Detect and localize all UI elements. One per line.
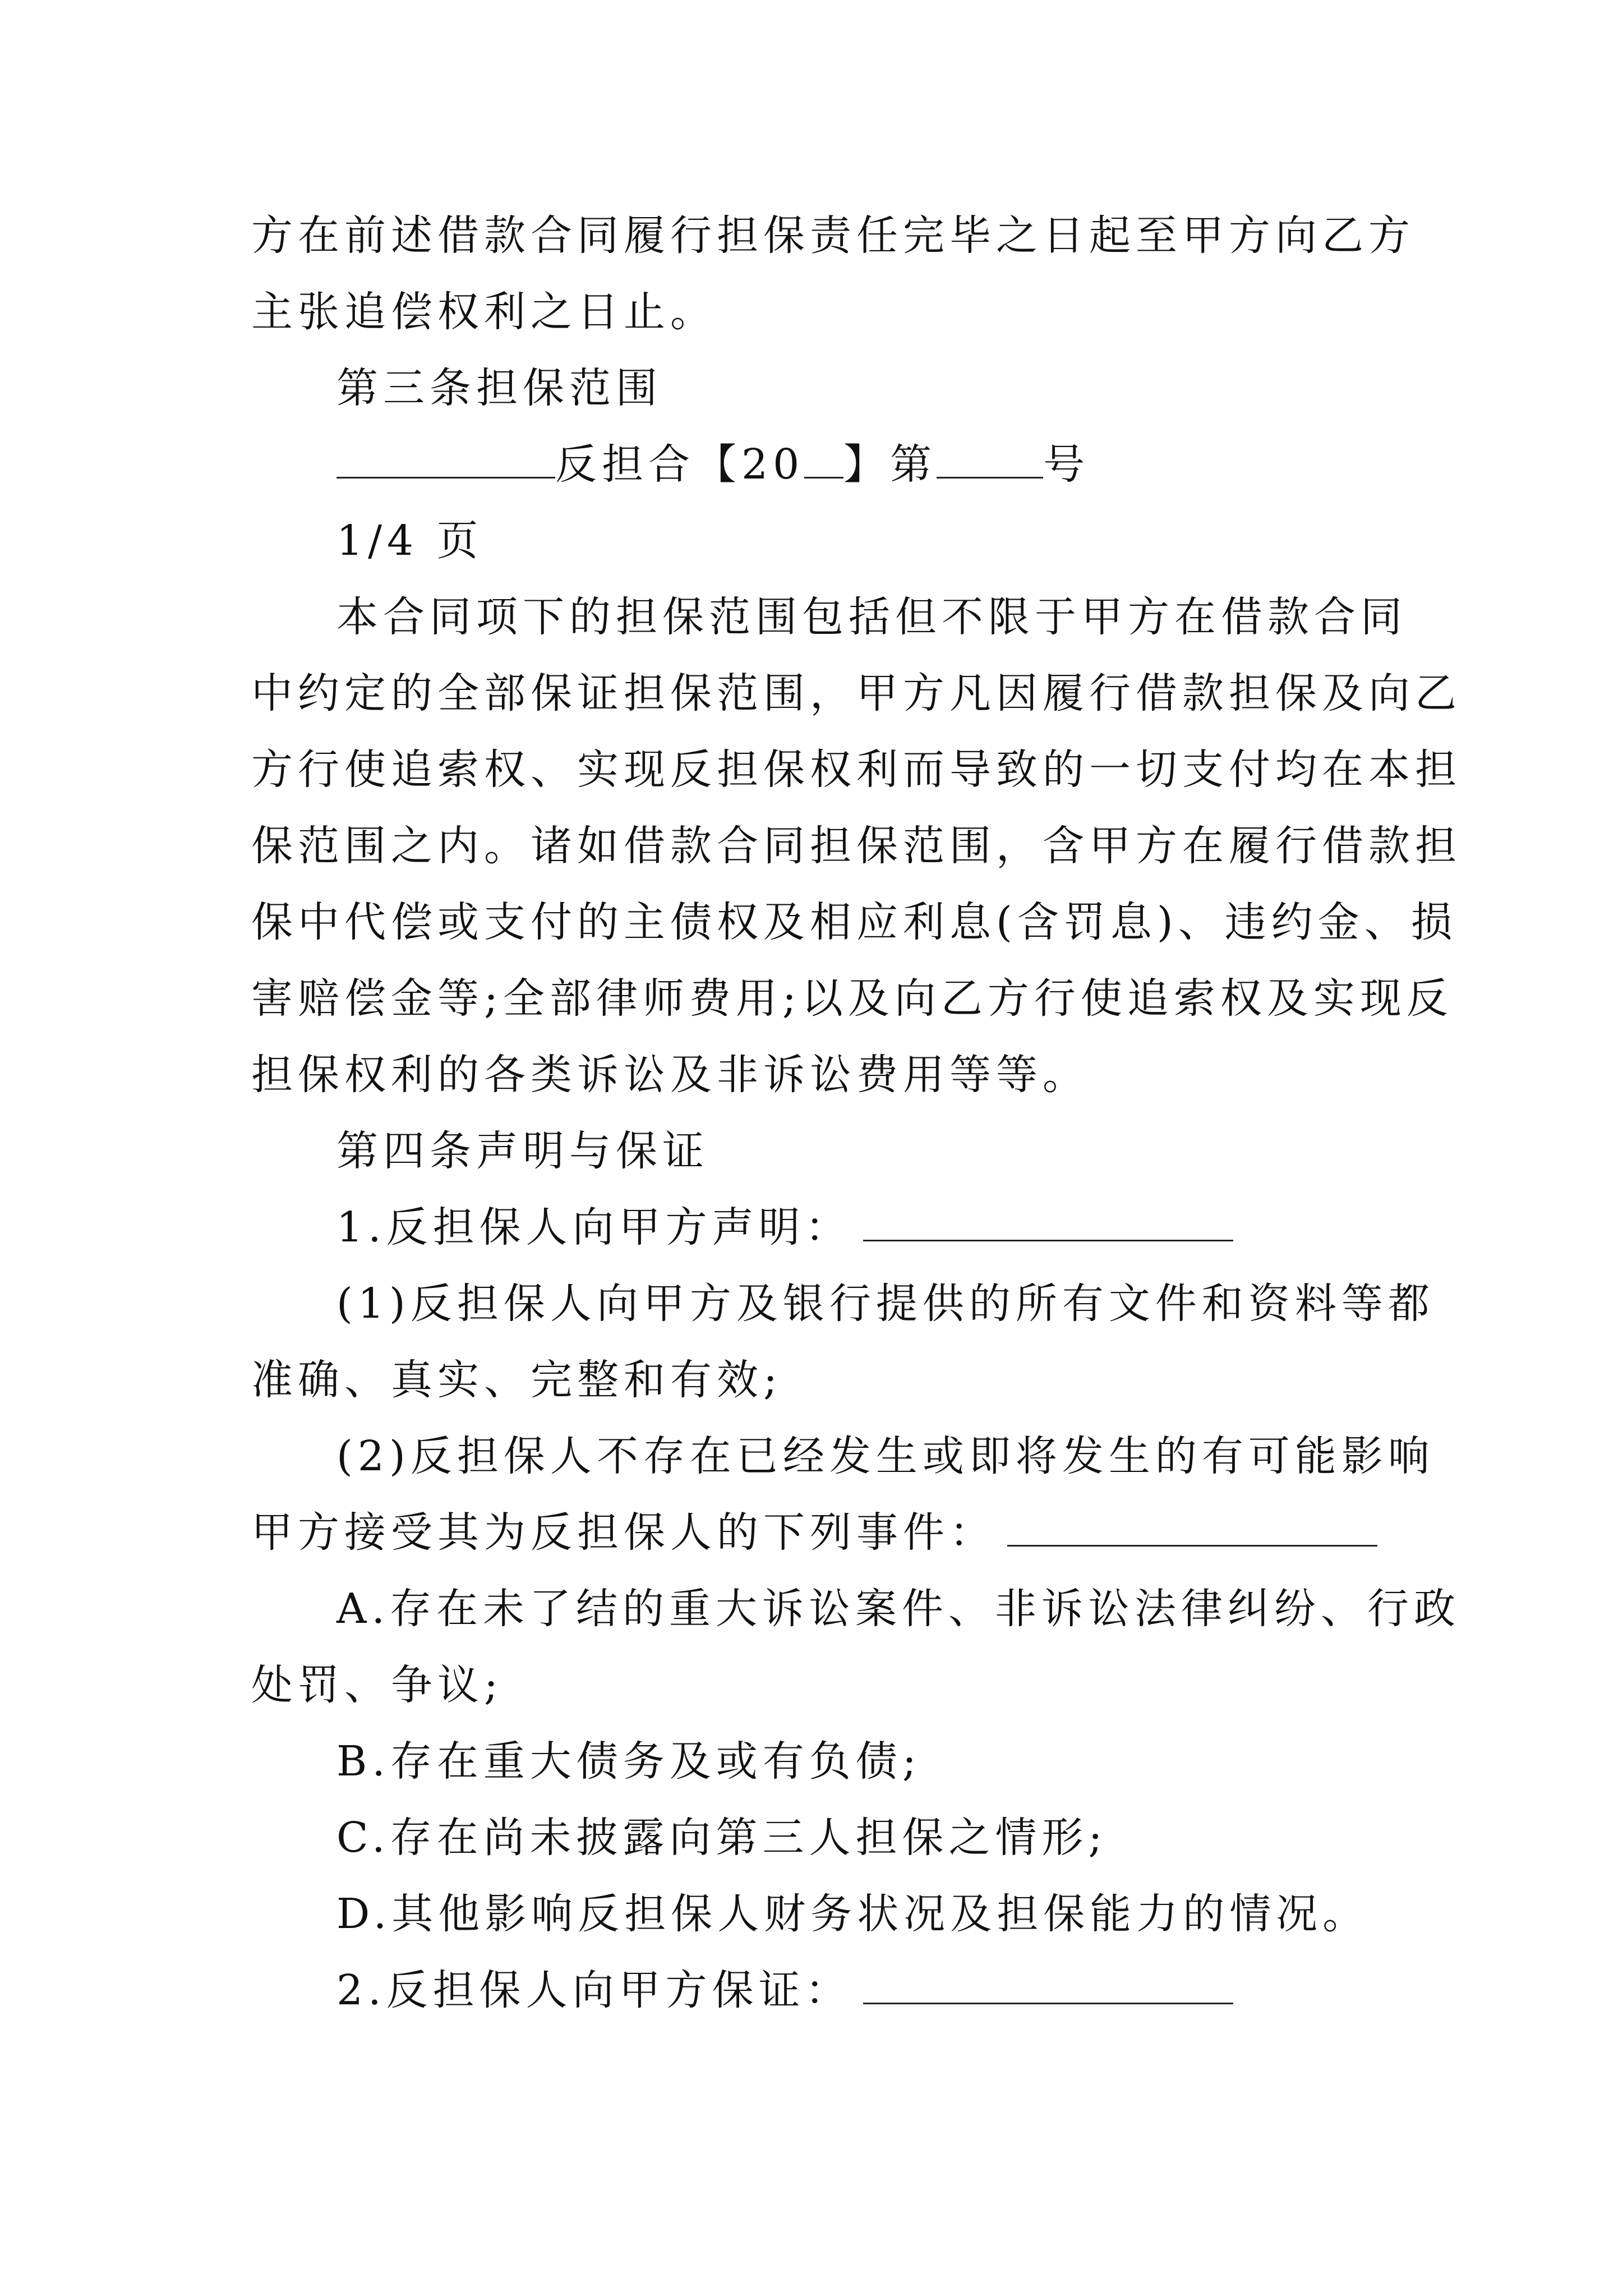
blank-underline	[863, 1966, 1233, 2004]
blank-underline	[1007, 1508, 1377, 1547]
body-line-12: (2)反担保人不存在已经发生或即将发生的有可能影响	[336, 1432, 1435, 1480]
item-b: B.存在重大债务及或有负债;	[336, 1737, 921, 1786]
section-heading-3: 第三条担保范围	[336, 364, 662, 412]
body-line-3: 本合同项下的担保范围包括但不限于甲方在借款合同	[336, 593, 1407, 641]
item-a-line-2: 处罚、争议;	[251, 1661, 503, 1709]
page-number: 1/4 页	[336, 517, 483, 565]
body-line-9: 担保权利的各类诉讼及非诉讼费用等等。	[251, 1051, 1089, 1099]
blank-underline	[937, 440, 1043, 478]
contract-number-prefix: 反担合【20	[555, 440, 805, 489]
body-line-7: 保中代偿或支付的主债权及相应利息(含罚息)、违约金、损	[251, 898, 1458, 946]
body-line-4: 中约定的全部保证担保范围，甲方凡因履行借款担保及向乙	[251, 669, 1461, 717]
body-line-6: 保范围之内。诸如借款合同担保范围，含甲方在履行借款担	[251, 822, 1461, 870]
body-line-5: 方行使追索权、实现反担保权利而导致的一切支付均在本担	[251, 746, 1461, 794]
item-c: C.存在尚未披露向第三人担保之情形;	[336, 1814, 1108, 1862]
blank-underline	[336, 440, 555, 478]
body-line-10: (1)反担保人向甲方及银行提供的所有文件和资料等都	[336, 1280, 1435, 1328]
blank-underline	[804, 440, 843, 478]
body-line-2: 主张追偿权利之日止。	[251, 288, 717, 336]
guarantee-label: 2.反担保人向甲方保证：	[336, 1966, 852, 2014]
body-line-1: 方在前述借款合同履行担保责任完毕之日起至甲方向乙方	[251, 211, 1415, 260]
contract-number-line	[336, 438, 1395, 491]
events-line	[251, 1506, 1395, 1559]
item-a-line-1: A.存在未了结的重大诉讼案件、非诉讼法律纠纷、行政	[336, 1585, 1460, 1633]
item-d: D.其他影响反担保人财务状况及担保能力的情况。	[336, 1890, 1370, 1938]
contract-number-suffix: 号	[1043, 440, 1090, 489]
guarantee-line	[336, 1963, 1395, 2017]
body-line-8: 害赔偿金等;全部律师费用;以及向乙方行使追索权及实现反	[251, 974, 1453, 1023]
contract-number-middle: 】第	[843, 440, 937, 489]
blank-underline	[863, 1203, 1233, 1241]
events-label: 甲方接受其为反担保人的下列事件：	[251, 1508, 996, 1557]
section-heading-4: 第四条声明与保证	[336, 1127, 709, 1175]
declaration-line	[336, 1200, 1395, 1254]
declaration-label: 1.反担保人向甲方声明：	[336, 1203, 852, 1251]
body-line-11: 准确、真实、完整和有效;	[251, 1356, 782, 1404]
